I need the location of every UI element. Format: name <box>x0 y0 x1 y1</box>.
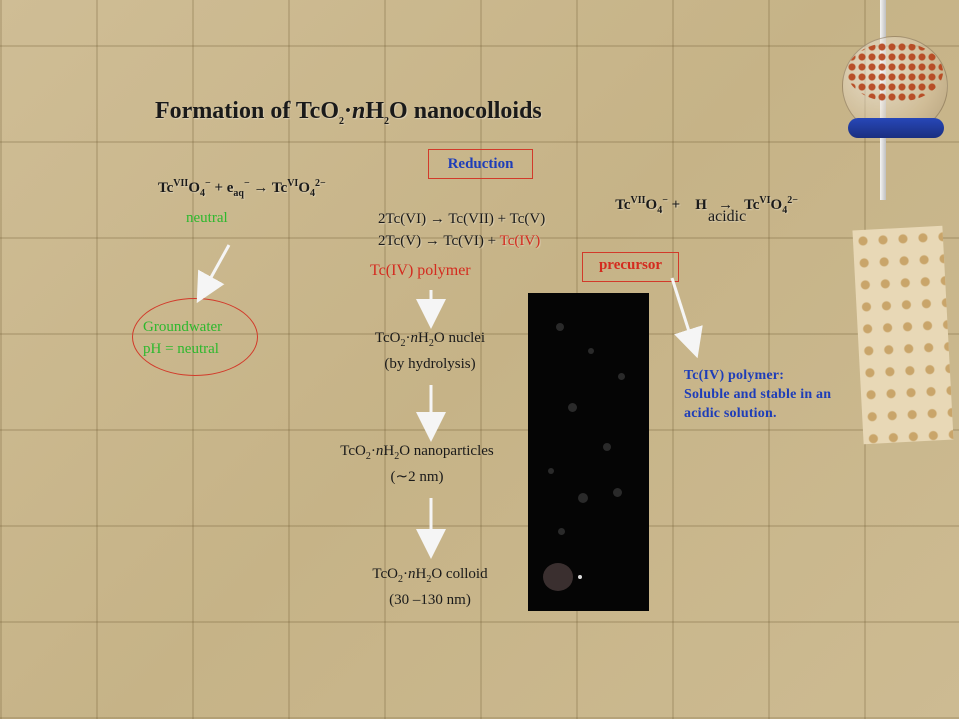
step-nanoparticles: $TcO_2\cdot nH_2O$ nanoparticles (∼2 nm) <box>340 443 494 485</box>
disproportionation-line-2: 2Tc(V) → Tc(VI) + Tc(IV) <box>378 233 541 249</box>
step-colloid: $TcO_2\cdot nH_2O$ colloid (30 –130 nm) <box>372 566 488 608</box>
slide-title: Formation of $TcO_2\cdot nH_2O$ nanocolloids <box>155 98 542 127</box>
disproportionation-line-1: 2Tc(VI) → Tc(VII) + Tc(V) <box>378 211 546 227</box>
tc-iv-polymer-label: Tc(IV) polymer <box>370 262 471 279</box>
arrow-to-polymer-note <box>672 278 693 344</box>
note-line-3: acidic solution. <box>684 406 777 421</box>
tc-iv-product: Tc(IV) <box>499 233 541 249</box>
note-line-2: Soluble and stable in an <box>684 387 832 402</box>
step-nuclei: $TcO_2\cdot nH_2O$ nuclei (by hydrolysis) <box>374 330 486 372</box>
arrow-to-groundwater <box>204 245 229 290</box>
acidic-reduction-equation: $Tc^{VII}O_4^-$ + $H \to Tc^{VI}O_4^{2-}$ <box>615 195 798 216</box>
neutral-reduction-equation: $Tc^{VII}O_4^- + e_{aq}^- \to Tc^{VI}O_4^{2-}$ <box>158 178 326 199</box>
note-line-1: Tc(IV) polymer: <box>684 368 785 383</box>
precursor-label: precursor <box>582 252 679 282</box>
tem-micrograph <box>528 293 649 611</box>
neutral-label: neutral <box>186 210 228 226</box>
groundwater-line-1: Groundwater <box>143 319 223 335</box>
acidic-label: acidic <box>708 208 747 225</box>
reduction-label: Reduction <box>428 149 533 179</box>
groundwater-line-2: pH = neutral <box>143 341 219 357</box>
polymer-note <box>684 366 831 423</box>
